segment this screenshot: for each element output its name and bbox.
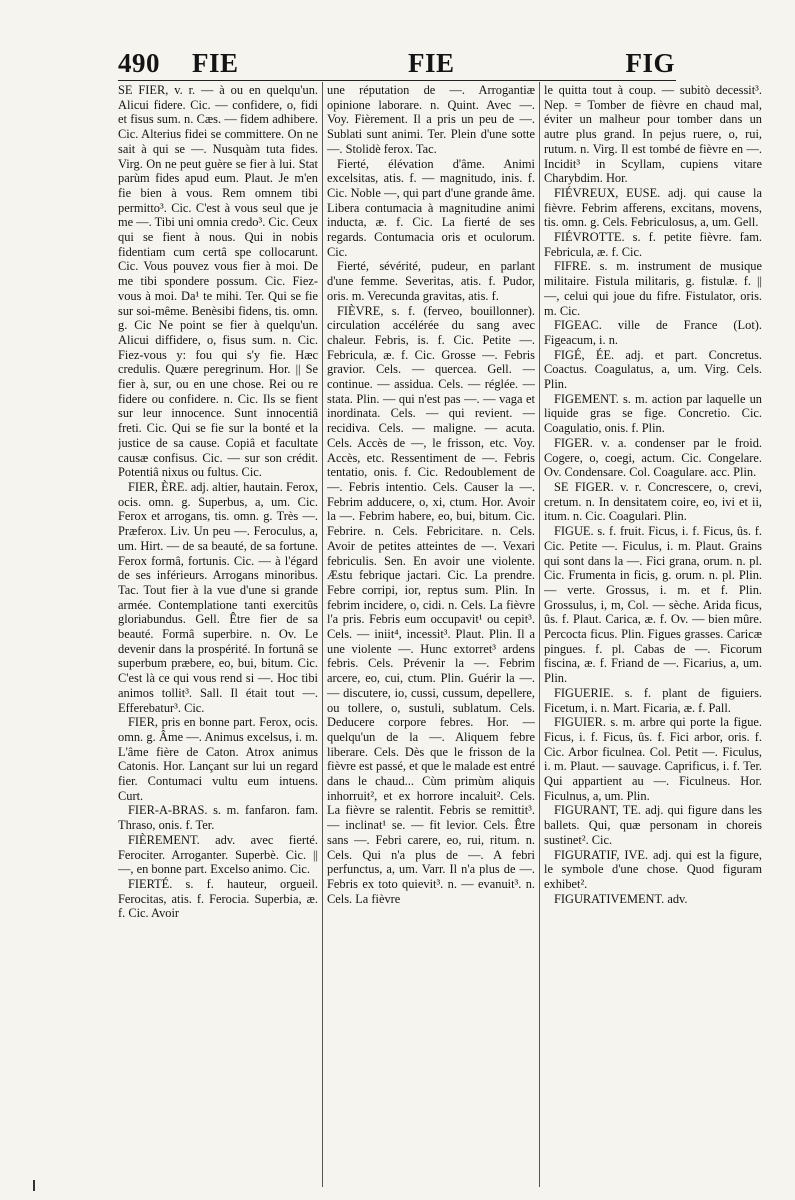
margin-mark [33,1180,35,1191]
running-header [118,48,675,82]
page-number: 490 [118,48,160,78]
entry-figue: FIGUE. s. f. fruit. Ficus, i. f. Ficus, ûs. f. Cic. Petite —. Ficulus, i. m. Plaut. Grains qui sont dans la —. Fici grana, orum. n. pl. Cic. Frumenta in ficis, g. orum. n. pl. Plin. — verte. Grossus, i. m. et f. Plin. Grossulus, i, m, Col. — sèche. Arida ficus, ûs. f. Plaut. Carica, æ. f. Ov. — bien mûre. Percocta ficus. Plin. Figues grasses. Caricæ pingues. f. pl. Cabas de —. Ficorum fiscina, æ. f. Friand de —. Ficarius, a, um. Plin. [544,524,762,686]
entry-figement: FIGEMENT. s. m. action par laquelle un liquide gras se fige. Concretio. Cic. Coagulatio, onis. f. Plin. [544,391,762,436]
column-2 [327,83,535,1188]
entry-fievre: FIÈVRE, s. f. (ferveo, bouillonner). circulation accélérée du sang avec chaleur. Febris, is. f. Cic. Petite —. Febricula, æ. f. Cic. Grosse —. Febris gravior. Cels. — quercea. Gell. — continue. — assidua. Cels. — réglée. — stata. Plin. — qui n'est pas —. — vaga et inordinata. Cels. — qui revient. — recidiva. Cels. — maligne. — acuta. Cels. Accès de —, le frisson, etc. Voy. Accès, etc. Ressentiment de —. Febris tentatio, onis. f. Cic. Redoublement de —. Febris intentio. Cels. Causer la —. Febrim adducere, o, xi, ctum. Hor. Avoir la —. Febrim habere, eo, bui, bitum. Cic. Febrire. n. Cels. Febricitare. n. Cels. Avoir de petites atteintes de —. Vexari febriculis. Sen. En avoir une violente. Æstu febrique jactari. Cic. La prendre. Febre corripi, ior, reptus sum. Plin. In febrim incidere, o, cidi. n. Cels. La fièvre l'a pris. Febris eum occupavit¹ ou cepit³. Cels. — iniit⁴, incessit³. Plaut. Plin. Il a une violente —. Hunc extorret³ ardens febris. Cels. Prévenir la —. Febrim arcere, eo, cui, ctum. Plin. Guérir la —. — discutere, io, cussi, cussum, depellere, ou tollere, o, sustuli, sublatum. Cels. Deducere corpore febres. Hor. — quelqu'un de la —. Aliquem febre liberare. Cels. Dès que le frisson de la fièvre est passé, et que le malade est entré dans le chaud... Cùm primùm aliquis inhorruit², et ex horrore incaluit². Cels. La fièvre se ralentit. Febris se remittit³. — inclinat¹ se. — fit levior. Cels. Être sans —. Febri carere, eo, rui, ritum. n. Cels. Qui n'a plus de —. A febri perfunctus, a, um. Varr. Il n'a plus de —. Febris ex toto quievit³. n. — evanuit³. n. Cels. La fièvre [327,303,535,906]
entry-fierement: FIÈREMENT. adv. avec fierté. Ferociter. Arroganter. Superbè. Cic. || —, en bonne part. Excelso animo. Cic. [118,832,318,877]
entry-figuratif: FIGURATIF, IVE. adj. qui est la figure, le symbole d'une chose. Quod figuram exhibet². [544,847,762,891]
entry-se-fier: SE FIER, v. r. — à ou en quelqu'un. Alicui fidere. Cic. — confidere, o, fidi et fisus sum. n. Cæs. — fidem adhibere. Cic. Alterius fidei se committere. On ne sait à qui se —. Nusquàm tuta fides. Virg. On ne peut guère se fier à lui. Stat parùm fides apud eum. Plaut. Je m'en fie bien à vous. Rem omnem tibi permitto³. Cic. C'est à vous seul que je me —. Tibi uni omnia credo³. Cic. Ceux qui se fient à nous. Qui in nobis fidentiam cum certâ spe collocarunt. Cic. Vous pouvez vous fier à moi. De me tibi spondere possum. Cic. Fiez-vous à moi. Da¹ te mihi. Ter. Qui se fie sur soi-même. Benèsibi fidens, tis. omn. g. Cic Ne point se fier à quelqu'un. Alicui diffidere, o, fisus sum. n. Cic. Fiez-vous y: fou qui s'y fie. Hæc credulis. Quære peregrinum. Hor. || Se fier à, sur, ou en une chose. Rei ou re fidere ou confidere. n. Cic. Ils se fient sur leur innocence. Sunt innocentiâ freti. Cic. Qui se fie sur la bonté et la justice de sa cause. Copiâ et facultate causæ confisus. Cic. — sur son crédit. Potentiâ nixus ou fultus. Cic. [118,83,318,480]
right-guide-word: FIG [625,48,675,78]
entry-fierte-cont: une réputation de —. Arrogantiæ opinione laborare. n. Quint. Avec —. Voy. Fièrement. Il a pris un peu de —. Sublati sunt animi. Ter. Plein d'une sotte —. Stolidè ferox. Tac. [327,83,535,156]
entry-fier: FIER, ÈRE. adj. altier, hautain. Ferox, ocis. omn. g. Superbus, a, um. Cic. Ferox et arrogans, tis. omn. g. Très —. Præferox. Liv. Un peu —. Feroculus, a, um. Hirt. — de sa beauté, de sa fortune. Ferox formâ, fortunis. Cic. — à l'égard de ses inférieurs. Arrogans minoribus. Tac. Tout fier à la vue d'une si grande armée. Contemplatione tanti exercitûs gloriabundus. Gell. Être fier de sa beauté. Formâ superbire. n. Ov. Le devenir dans la prospérité. In fortunâ se superbum præbere, eo, bui, bitum. Cic. C'est là ce qui vous rend si —. Hoc tibi animos tollit³. Sall. Il était tout —. Efferebatur³. Cic. [118,479,318,715]
entry-figuier: FIGUIER. s. m. arbre qui porte la figue. Ficus, i. f. Ficus, ûs. f. Fici arbor, oris. f. Cic. Arbor ficulnea. Col. Petit —. Ficulus, i. m. Plaut. — sauvage. Caprificus, i. f. Ter. Qui appartient au —. Ficulneus. Hor. Ficulnus, a, um. Plin. [544,715,762,803]
entry-fievreux: FIÉVREUX, EUSE. adj. qui cause la fièvre. Febrim afferens, excitans, movens, tis. omn. g. Cels. Febriculosus, a, um. Gell. [544,185,762,230]
entry-fievrotte: FIÉVROTTE. s. f. petite fièvre. fam. Febricula, æ. f. Cic. [544,230,762,259]
entry-fier-a-bras: FIER-A-BRAS. s. m. fanfaron. fam. Thraso, onis. f. Ter. [118,803,318,833]
header-rule [118,80,676,81]
entry-fierte-severite: Fierté, sévérité, pudeur, en parlant d'une femme. Severitas, atis. f. Pudor, oris. m. Verecunda gravitas, atis. f. [327,259,535,303]
entry-figeac: FIGEAC. ville de France (Lot). Figeacum, i. n. [544,318,762,347]
entry-figurant: FIGURANT, TE. adj. qui figure dans les ballets. Qui, quæ personam in choreis sustinet². Cic. [544,803,762,847]
column-divider-2 [539,82,540,1187]
entry-fievre-cont: le quitta tout à coup. — subitò decessit³. Nep. = Tomber de fièvre en chaud mal, éviter un malheur pour tomber dans un autre plus grand. In pejus ruere, o, rui, rutum. n. Virg. Il est tombé de fièvre en —. Incidit³ in Scyllam, cupiens vitare Charybdim. Hor. [544,83,762,186]
entry-figuerie: FIGUERIE. s. f. plant de figuiers. Ficetum, i. n. Mart. Ficaria, æ. f. Pall. [544,685,762,715]
entry-fige: FIGÉ, ÉE. adj. et part. Concretus. Coactus. Coagulatus, a, um. Virg. Cels. Plin. [544,347,762,392]
column-divider-1 [322,82,323,1187]
entry-se-figer: SE FIGER. v. r. Concrescere, o, crevi, cretum. n. In densitatem coire, eo, ivi et ii, itum. n. Cic. Coagulari. Plin. [544,479,762,524]
entry-fierte: FIERTÉ. s. f. hauteur, orgueil. Ferocitas, atis. f. Ferocia. Superbia, æ. f. Cic. Avoir [118,876,318,921]
left-guide-word: FIE [192,48,239,78]
center-guide-word: FIE [408,48,455,78]
entry-fifre: FIFRE. s. m. instrument de musique militaire. Fistula militaris, g. fistulæ. f. || —, celui qui joue du fifre. Fistulator, oris. m. Cic. [544,259,762,318]
entry-fier-bonne-part: FIER, pris en bonne part. Ferox, ocis. omn. g. Âme —. Animus excelsus, i. m. L'âme fière de Caton. Atrox animus Catonis. Hor. Lançant sur lui un regard fier. Contumaci vultu eum intuens. Curt. [118,715,318,803]
column-1 [118,83,318,1188]
entry-fierte-elevation: Fierté, élévation d'âme. Animi excelsitas, atis. f. — magnitudo, inis. f. Cic. Noble —, qui part d'une grande âme. Libera contumacia à magnitudine animi inducta, æ. f. Cic. La fierté de ses regards. Contumacia oris et oculorum. Cic. [327,156,535,259]
entry-figurativement: FIGURATIVEMENT. adv. [554,891,688,906]
column-3 [544,83,762,1188]
entry-figer: FIGER. v. a. condenser par le froid. Cogere, o, coegi, actum. Cic. Congelare. Ov. Condensare. Col. Coagulare. acc. Plin. [544,435,762,480]
